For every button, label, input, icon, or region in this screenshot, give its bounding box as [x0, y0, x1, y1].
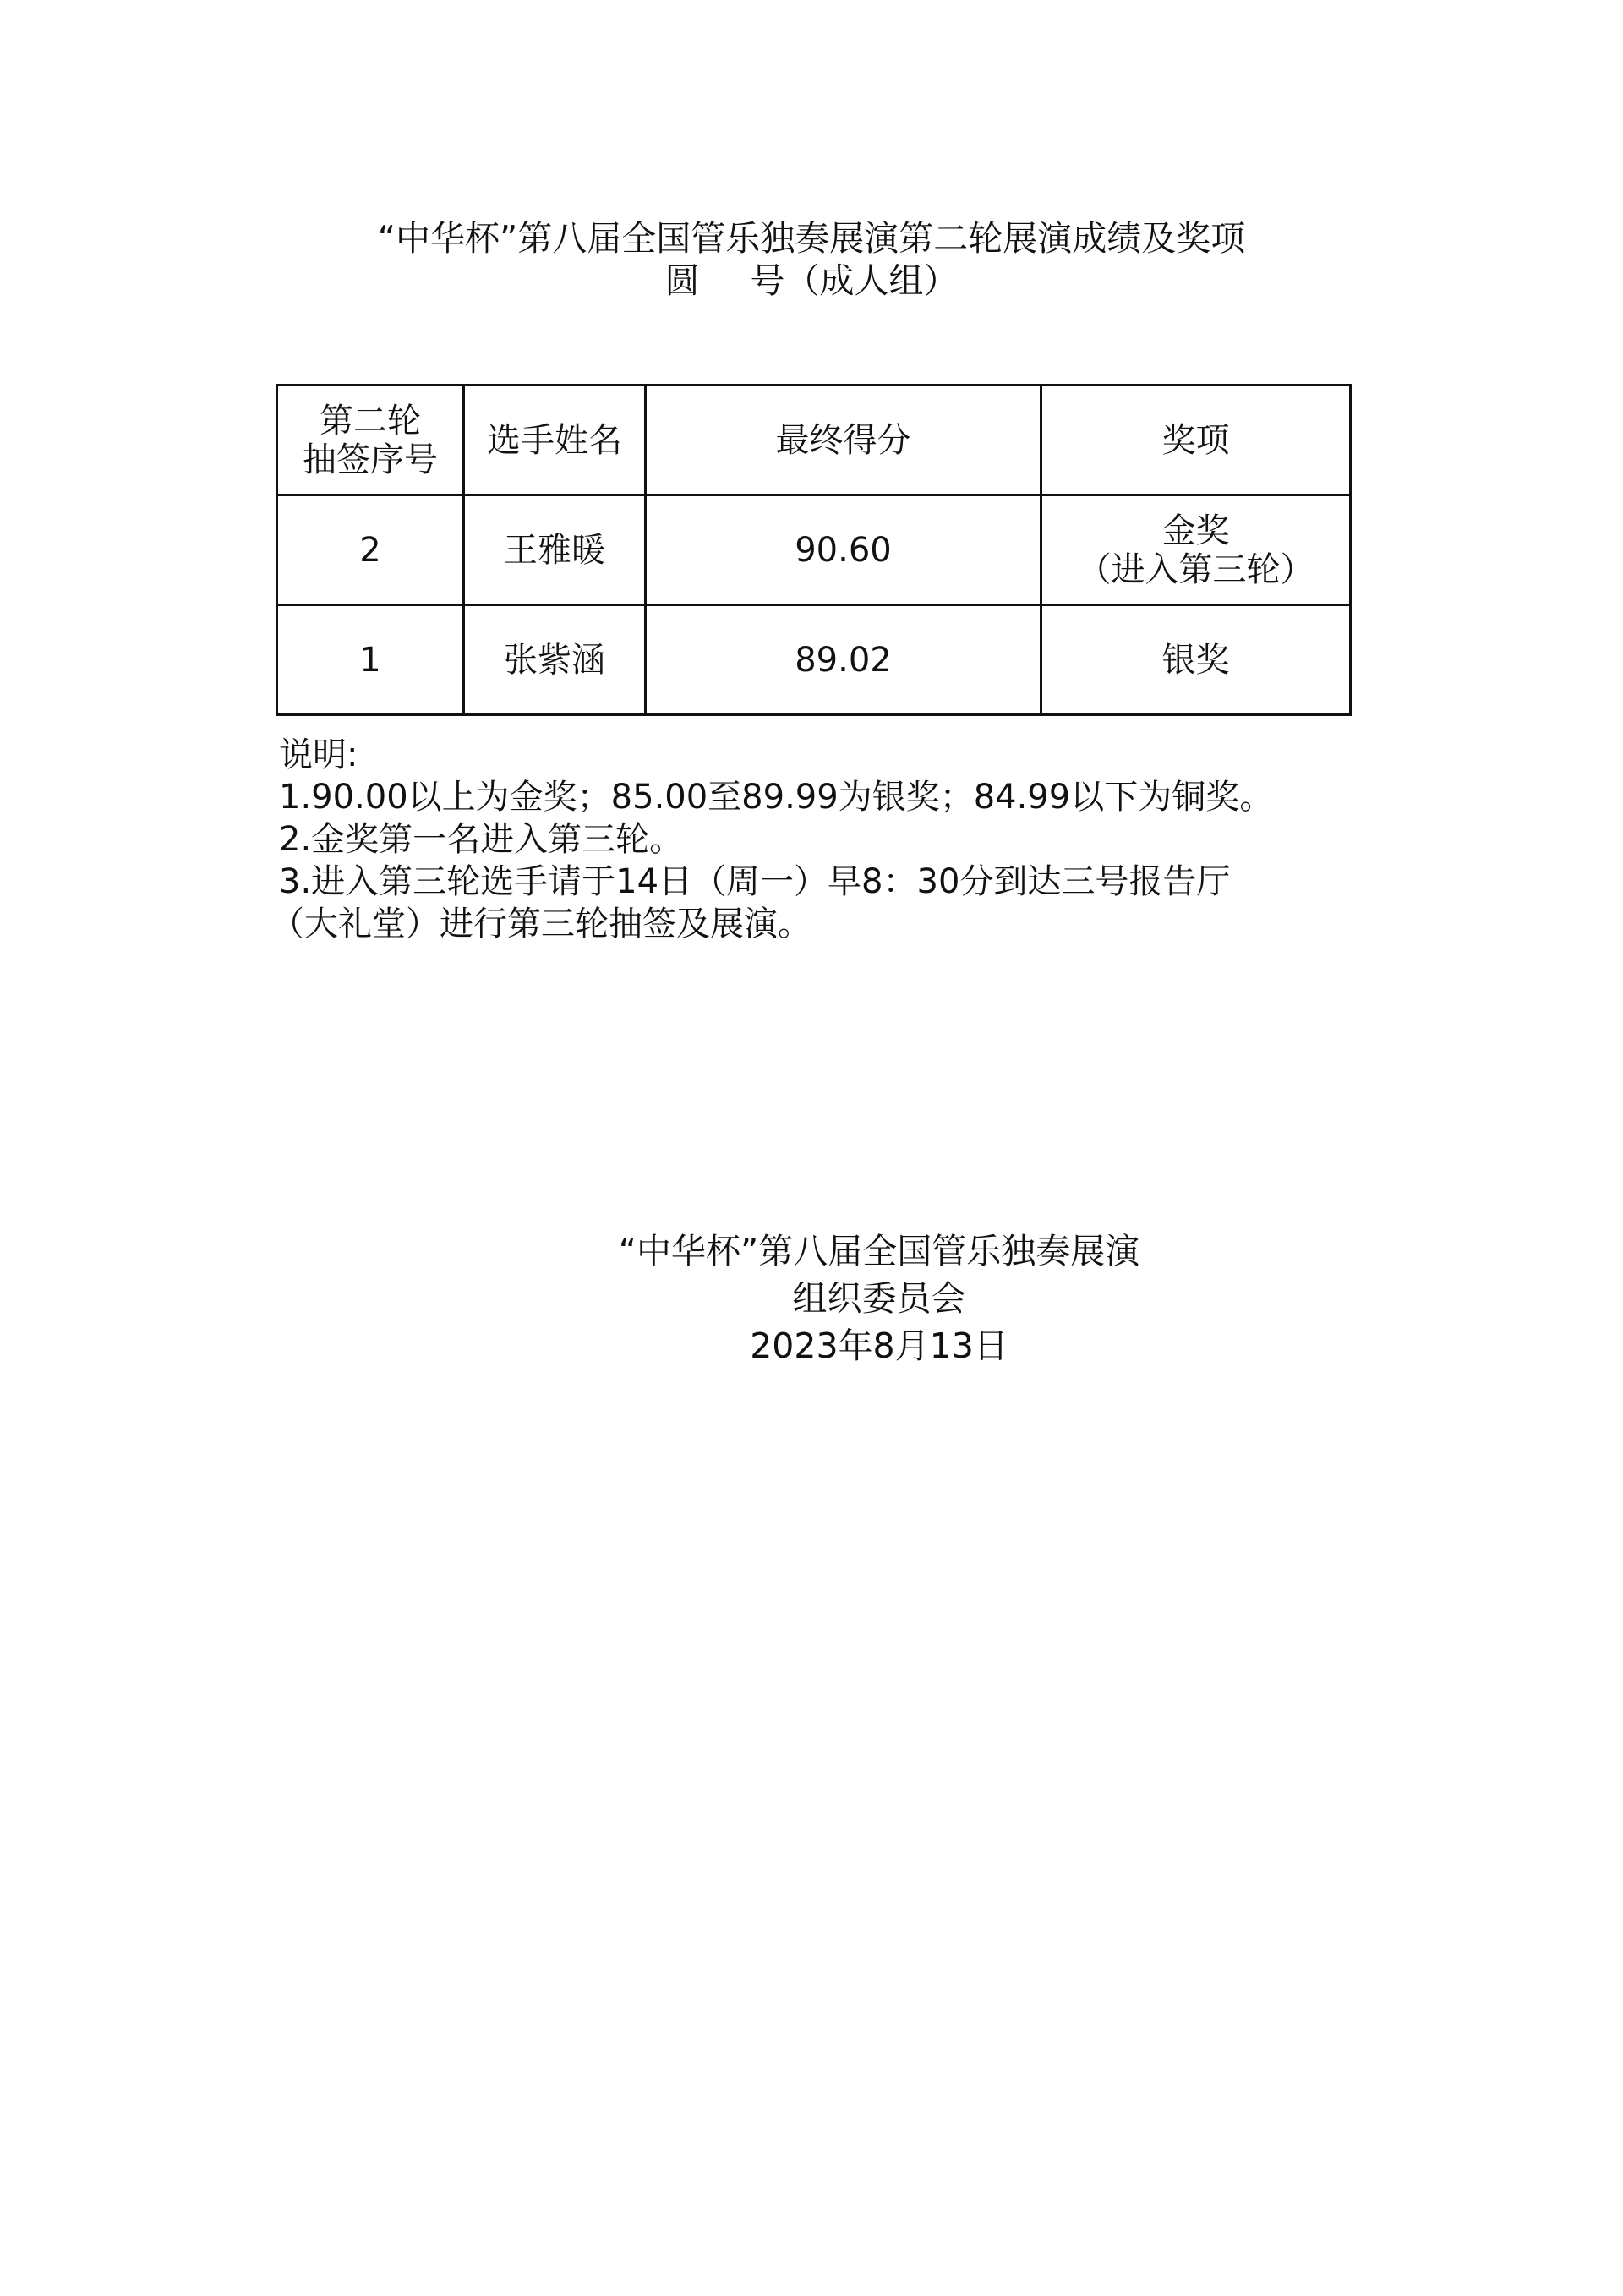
page-subtitle — [0, 259, 1623, 303]
note-item-3: 3.进入第三轮选手请于14日（周一）早8：30分到达三号报告厅 — [279, 862, 1231, 901]
cell-score: 89.02 — [646, 605, 1041, 715]
results-table — [276, 384, 1352, 716]
notes-heading: 说明: — [279, 735, 358, 774]
note-item-1: 1.90.00以上为金奖；85.00至89.99为银奖；84.99以下为铜奖。 — [279, 778, 1274, 817]
subtitle-instrument: 圆 — [664, 260, 700, 301]
cell-award-line1: 银奖 — [1161, 640, 1230, 680]
subtitle-group: 号（成人组） — [750, 260, 959, 301]
cell-draw-order: 2 — [277, 495, 464, 605]
header-draw-order — [277, 385, 464, 495]
header-draw-order-line2: 抽签序号 — [303, 440, 438, 479]
cell-award-line1: 金奖 — [1161, 511, 1230, 550]
cell-name: 张紫涵 — [464, 605, 646, 715]
signature-organization: “中华杯”第八届全国管乐独奏展演 — [618, 1231, 1140, 1271]
table-row — [277, 495, 1351, 605]
table-row — [277, 605, 1351, 715]
note-item-3-continued: （大礼堂）进行第三轮抽签及展演。 — [270, 905, 812, 943]
header-name: 选手姓名 — [464, 385, 646, 495]
signature-date: 2023年8月13日 — [750, 1326, 1008, 1366]
cell-name: 王雅暖 — [464, 495, 646, 605]
cell-score: 90.60 — [646, 495, 1041, 605]
page-title: “中华杯”第八届全国管乐独奏展演第二轮展演成绩及奖项 — [377, 218, 1246, 259]
note-item-2: 2.金奖第一名进入第三轮。 — [279, 820, 684, 859]
cell-award — [1041, 495, 1351, 605]
header-score: 最终得分 — [646, 385, 1041, 495]
cell-award-line2: （进入第三轮） — [1077, 549, 1314, 589]
signature-block — [0, 1227, 1623, 1369]
header-draw-order-line1: 第二轮 — [320, 401, 421, 440]
signature-committee: 组织委员会 — [792, 1278, 966, 1319]
header-award: 奖项 — [1041, 385, 1351, 495]
cell-draw-order: 1 — [277, 605, 464, 715]
notes-section — [270, 734, 1274, 945]
cell-award — [1041, 605, 1351, 715]
table-header-row — [277, 385, 1351, 495]
